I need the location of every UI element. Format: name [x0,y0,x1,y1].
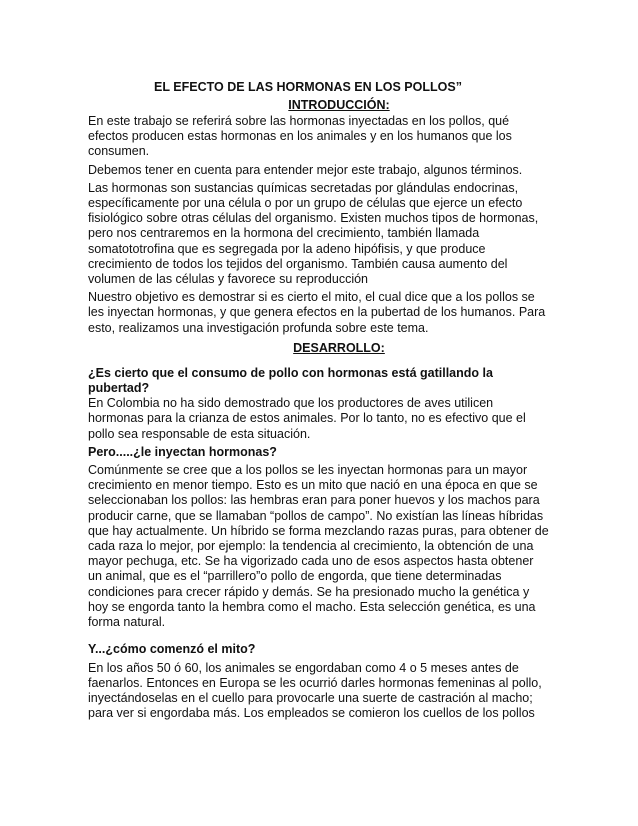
answer-3: En los años 50 ó 60, los animales se engordaban como 4 o 5 meses antes de faenarlos. Entonces en Europa se les ocurrió darles hormonas femeninas al pollo, inyectándoselas en el cuello para provocarle una suerte de castración al macho; para ver si engordaba más. Los empleados se comieron los cuellos de los pollos [88,660,542,721]
intro-paragraph-4: Nuestro objetivo es demostrar si es cierto el mito, el cual dice que a los pollos se les inyectan hormonas, y que genera efectos en la pubertad de los humanos. Para esto, realizamos una investigación profunda sobre este tema. [88,290,546,335]
intro-paragraph-2: Debemos tener en cuenta para entender mejor este trabajo, algunos términos. [88,162,523,177]
document-page [88,78,550,724]
intro-paragraph-1: En este trabajo se referirá sobre las hormonas inyectadas en los pollos, qué efectos producen estas hormonas en los animales y en los humanos que los consumen. [88,114,512,159]
answer-1: En Colombia no ha sido demostrado que los productores de aves utilicen hormonas para la crianza de estos animales. Por lo tanto, no es efectivo que el pollo sea responsable de esta situación. [88,396,526,441]
intro-heading: INTRODUCCIÓN: [288,98,390,112]
development-heading: DESARROLLO: [293,340,385,355]
question-2: Pero.....¿le inyectan hormonas? [88,444,277,459]
answer-2: Comúnmente se cree que a los pollos se les inyectan hormonas para un mayor crecimiento en menor tiempo. Esto es un mito que nació en una época en que se seleccionaban los pollos: las hembras eran para poner huevos y los machos para producir carne, que se llamaban “pollos de campo”. No existían las líneas híbridas que hay actualmente. Un híbrido se forma mezclando razas puras, para obtener de cada raza lo mejor, por ejemplo: la tendencia al crecimiento, la obtención de una mayor pechuga, etc. Se ha vigorizado cada uno de esos aspectos hasta obtener un animal, que es el “parrillero”o pollo de engorda, que tiene determinadas condiciones para crecer rápido y demás. Se ha presionado mucho la genética y hoy se engorda tanto la hembra como el macho. Esta selección genética, es una forma natural. [88,463,549,630]
question-1: ¿Es cierto que el consumo de pollo con hormonas está gatillando la pubertad? [88,365,493,396]
question-3: Y...¿cómo comenzó el mito? [88,642,256,657]
document-title: EL EFECTO DE LAS HORMONAS EN LOS POLLOS” [154,80,462,94]
intro-paragraph-3: Las hormonas son sustancias químicas secretadas por glándulas endocrinas, específicamente por una célula o por un grupo de células que ejerce un efecto fisiológico sobre otras células del organismo. Existen muchos tipos de hormonas, pero nos centraremos en la hormona del crecimiento, también llamada somatototrofina que es segregada por la adeno hipófisis, y que produce crecimiento de todos los tejidos del organismo. También causa aumento del volumen de las células y favorece su reproducción [88,180,539,287]
